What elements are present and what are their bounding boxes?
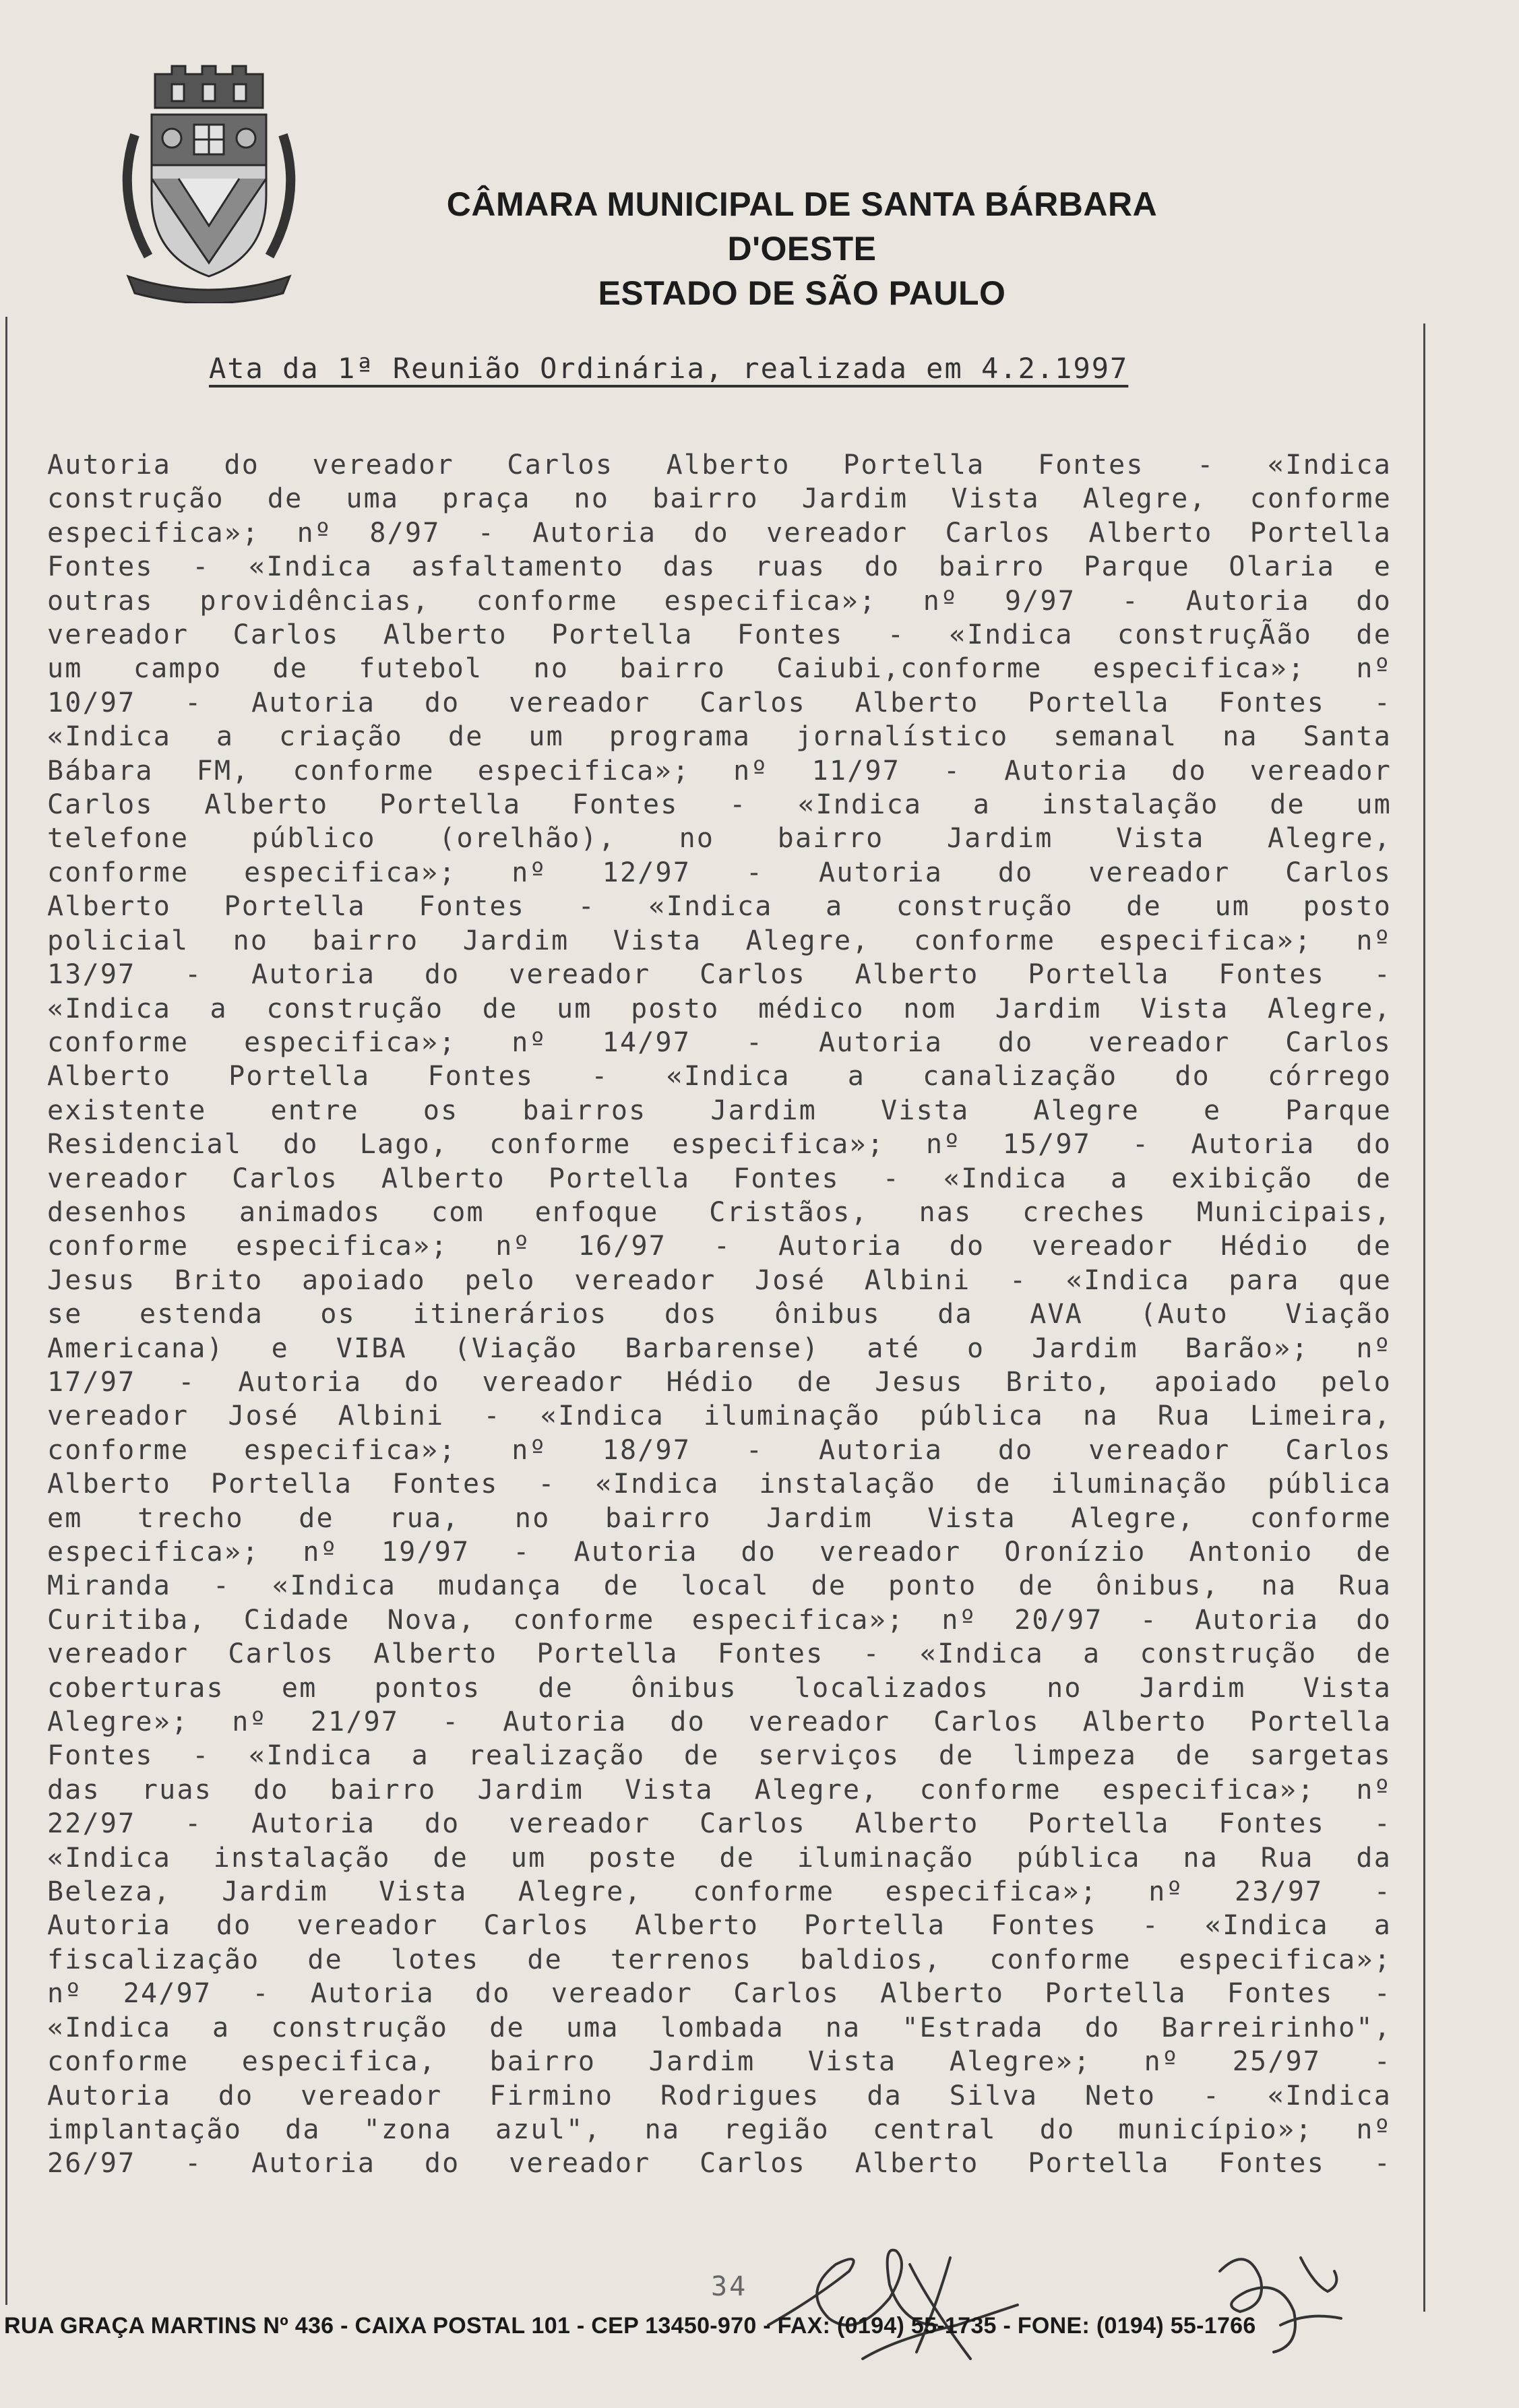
municipal-coat-of-arms-icon	[108, 61, 310, 303]
body-line: Alberto Portella Fontes - «Indica a canalização do córrego	[47, 1061, 1392, 1092]
body-line: conforme especifica, bairro Jardim Vista Alegre»; nº 25/97 -	[47, 2046, 1392, 2078]
body-line: das ruas do bairro Jardim Vista Alegre, conforme especifica»; nº	[47, 1774, 1392, 1805]
body-line: Fontes - «Indica asfaltamento das ruas do bairro Parque Olaria e	[47, 551, 1392, 583]
body-line: 13/97 - Autoria do vereador Carlos Alberto Portella Fontes -	[47, 959, 1392, 991]
body-line: Alberto Portella Fontes - «Indica a construção de um posto	[47, 891, 1392, 923]
page-edge-left	[5, 317, 7, 2305]
body-line: outras providências, conforme especifica»; nº 9/97 - Autoria do	[47, 585, 1392, 617]
body-line: «Indica a construção de uma lombada na "Estrada do Barreirinho",	[47, 2012, 1392, 2043]
body-line: vereador Carlos Alberto Portella Fontes - «Indica construçÃão de	[47, 619, 1392, 651]
body-line: 26/97 - Autoria do vereador Carlos Alberto Portella Fontes -	[47, 2148, 1392, 2180]
page-number: 34	[711, 2271, 748, 2302]
body-line: nº 24/97 - Autoria do vereador Carlos Alberto Portella Fontes -	[47, 1978, 1392, 2010]
body-line: 17/97 - Autoria do vereador Hédio de Jesus Brito, apoiado pelo	[47, 1366, 1392, 1398]
body-line: Miranda - «Indica mudança de local de ponto de ônibus, na Rua	[47, 1570, 1392, 1602]
body-line: Residencial do Lago, conforme especifica»; nº 15/97 - Autoria do	[47, 1129, 1392, 1161]
body-line: implantação da "zona azul", na região central do município»; nº	[47, 2113, 1392, 2145]
body-line: 10/97 - Autoria do vereador Carlos Alberto Portella Fontes -	[47, 687, 1392, 718]
body-line: um campo de futebol no bairro Caiubi,conforme especifica»; nº	[47, 653, 1392, 685]
page-edge-right	[1423, 323, 1425, 2312]
body-line: se estenda os itinerários dos ônibus da AVA (Auto Viação	[47, 1299, 1392, 1330]
body-line: conforme especifica»; nº 12/97 - Autoria do vereador Carlos	[47, 857, 1392, 888]
signature-icon	[1200, 2231, 1361, 2366]
body-line: «Indica a construção de um posto médico nom Jardim Vista Alegre,	[47, 993, 1392, 1024]
body-line: Americana) e VIBA (Viação Barbarense) até o Jardim Barão»; nº	[47, 1332, 1392, 1364]
body-line: Autoria do vereador Carlos Alberto Portella Fontes - «Indica	[47, 450, 1392, 481]
letterhead	[391, 182, 1213, 315]
signature-icon	[755, 2224, 1038, 2379]
body-line: Alberto Portella Fontes - «Indica instalação de iluminação pública	[47, 1469, 1392, 1500]
body-line: Alegre»; nº 21/97 - Autoria do vereador Carlos Alberto Portella	[47, 1706, 1392, 1738]
institution-name: CÂMARA MUNICIPAL DE SANTA BÁRBARA D'OESTE	[446, 185, 1158, 268]
body-line: 22/97 - Autoria do vereador Carlos Alberto Portella Fontes -	[47, 1808, 1392, 1840]
body-line: Jesus Brito apoiado pelo vereador José Albini - «Indica para que	[47, 1264, 1392, 1296]
document-body	[47, 448, 1392, 2181]
body-line: vereador Carlos Alberto Portella Fontes - «Indica a exibição de	[47, 1163, 1392, 1194]
body-line: especifica»; nº 19/97 - Autoria do vereador Oronízio Antonio de	[47, 1537, 1392, 1568]
body-line: conforme especifica»; nº 14/97 - Autoria do vereador Carlos	[47, 1026, 1392, 1058]
body-line: fiscalização de lotes de terrenos baldios, conforme especifica»;	[47, 1944, 1392, 1975]
body-line: existente entre os bairros Jardim Vista Alegre e Parque	[47, 1094, 1392, 1126]
body-line: Carlos Alberto Portella Fontes - «Indica a instalação de um	[47, 789, 1392, 821]
body-line: vereador Carlos Alberto Portella Fontes - «Indica a construção de	[47, 1638, 1392, 1670]
body-line: conforme especifica»; nº 16/97 - Autoria do vereador Hédio de	[47, 1231, 1392, 1262]
body-line: construção de uma praça no bairro Jardim Vista Alegre, conforme	[47, 483, 1392, 515]
body-line: Fontes - «Indica a realização de serviços de limpeza de sargetas	[47, 1740, 1392, 1772]
body-line: Bábara FM, conforme especifica»; nº 11/97 - Autoria do vereador	[47, 755, 1392, 786]
body-line: Curitiba, Cidade Nova, conforme especifica»; nº 20/97 - Autoria do	[47, 1604, 1392, 1636]
body-line: Beleza, Jardim Vista Alegre, conforme especifica»; nº 23/97 -	[47, 1876, 1392, 1908]
body-line: vereador José Albini - «Indica iluminação pública na Rua Limeira,	[47, 1400, 1392, 1432]
footer-address: RUA GRAÇA MARTINS Nº 436 - CAIXA POSTAL 101 - CEP 13450-970 - FAX: (0194) 55-1735 - FONE: (0194) 55-1766	[4, 2313, 1256, 2339]
body-line: telefone público (orelhão), no bairro Jardim Vista Alegre,	[47, 823, 1392, 855]
body-line: policial no bairro Jardim Vista Alegre, conforme especifica»; nº	[47, 925, 1392, 956]
body-line: desenhos animados com enfoque Cristãos, nas creches Municipais,	[47, 1196, 1392, 1228]
body-line: em trecho de rua, no bairro Jardim Vista Alegre, conforme	[47, 1502, 1392, 1534]
page-title: Ata da 1ª Reunião Ordinária, realizada em 4.2.1997	[209, 352, 1129, 385]
state-name: ESTADO DE SÃO PAULO	[598, 274, 1006, 312]
body-line: Autoria do vereador Carlos Alberto Portella Fontes - «Indica a	[47, 1910, 1392, 1942]
body-line: coberturas em pontos de ônibus localizados no Jardim Vista	[47, 1672, 1392, 1704]
body-line: «Indica instalação de um poste de iluminação pública na Rua da	[47, 1842, 1392, 1874]
body-line: especifica»; nº 8/97 - Autoria do vereador Carlos Alberto Portella	[47, 517, 1392, 549]
body-line: Autoria do vereador Firmino Rodrigues da Silva Neto - «Indica	[47, 2080, 1392, 2111]
body-line: conforme especifica»; nº 18/97 - Autoria do vereador Carlos	[47, 1434, 1392, 1466]
body-line: «Indica a criação de um programa jornalístico semanal na Santa	[47, 721, 1392, 753]
